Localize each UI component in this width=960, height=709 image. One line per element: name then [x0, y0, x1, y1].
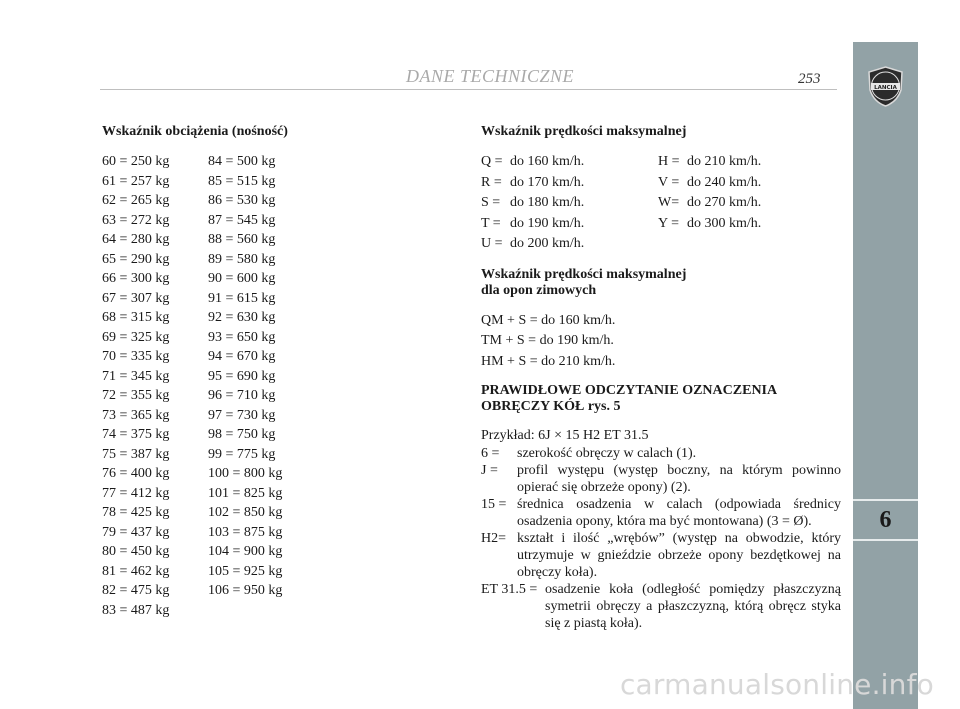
rim-definition-term: H2= [481, 531, 507, 546]
load-index-entry: 79 = 437 kg [102, 524, 170, 540]
load-index-entry: 95 = 690 kg [208, 368, 276, 384]
speed-value: do 180 km/h. [510, 195, 585, 210]
load-index-entry: 62 = 265 kg [102, 193, 170, 208]
speed-index-entry [658, 193, 835, 214]
load-index-column-2 [208, 152, 318, 620]
speed-value: do 190 km/h. [510, 215, 585, 231]
header-divider [100, 89, 837, 90]
speed-code: T = [481, 215, 501, 231]
rim-definition-term: J = [481, 463, 498, 478]
speed-and-rim-section [481, 124, 841, 632]
speed-index-column-1 [481, 152, 658, 255]
load-index-entry: 70 = 335 kg [102, 349, 170, 364]
speed-index-entry [658, 152, 835, 173]
load-index-entry: 81 = 462 kg [102, 563, 170, 579]
load-index-title: Wskaźnik obciążenia (nośność) [102, 124, 288, 139]
load-index-section [102, 124, 432, 620]
winter-speed-entry: QM + S = do 160 km/h. [481, 312, 616, 328]
rim-definition [481, 530, 841, 581]
load-index-entry: 99 = 775 kg [208, 446, 276, 462]
load-index-entry: 90 = 600 kg [208, 271, 276, 286]
speed-code: Q = [481, 154, 503, 169]
load-index-entry: 66 = 300 kg [102, 271, 170, 286]
load-index-entry: 93 = 650 kg [208, 329, 276, 345]
rim-definition-text: kształt i ilość „wrębów” (występ na obwodzie, który utrzymuje w gnieździe obrzeże opony bezdętkowej na obręczy koła). [517, 531, 841, 580]
speed-value: do 270 km/h. [687, 195, 762, 210]
load-index-entry: 100 = 800 kg [208, 466, 283, 481]
speed-value: do 170 km/h. [510, 174, 585, 190]
load-index-entry: 87 = 545 kg [208, 212, 276, 228]
speed-code: H = [658, 154, 680, 169]
load-index-entry: 60 = 250 kg [102, 154, 170, 169]
load-index-entry: 68 = 315 kg [102, 310, 170, 325]
winter-title-line-1: Wskaźnik prędkości maksymalnej [481, 266, 687, 282]
load-index-entry: 86 = 530 kg [208, 193, 276, 208]
speed-index-entry [481, 214, 658, 235]
watermark: carmanualsonline.info [619, 668, 934, 701]
load-index-entry: 72 = 355 kg [102, 388, 170, 403]
rim-definition [481, 496, 841, 530]
rim-definition-term: ET 31.5 = [481, 582, 538, 597]
speed-index-entry [658, 214, 835, 235]
speed-index-table [481, 152, 841, 255]
lancia-logo [867, 66, 904, 107]
rim-definition-text: profil występu (występ boczny, na którym powinno opierać się obrzeże opony) (2). [517, 463, 841, 495]
load-index-entry: 61 = 257 kg [102, 173, 170, 189]
load-index-entry: 77 = 412 kg [102, 485, 170, 501]
chapter-marker[interactable] [853, 499, 918, 541]
speed-code: R = [481, 174, 502, 190]
load-index-entry: 97 = 730 kg [208, 407, 276, 423]
load-index-entry: 69 = 325 kg [102, 329, 170, 345]
speed-code: W= [658, 195, 680, 210]
load-index-entry: 67 = 307 kg [102, 290, 170, 306]
logo-text: LANCIA [874, 84, 897, 91]
rim-definition-text: średnica osadzenia w calach (odpowiada średnicy osadzenia opony, która ma być montowana) (3 = Ø). [517, 497, 841, 529]
load-index-entry: 98 = 750 kg [208, 427, 276, 442]
rim-definition [481, 462, 841, 496]
rim-definition [481, 581, 841, 632]
load-index-entry: 73 = 365 kg [102, 407, 170, 423]
rim-definition-term: 6 = [481, 446, 500, 461]
speed-index-column-2 [658, 152, 835, 255]
speed-index-entry [658, 173, 835, 194]
load-index-table [102, 152, 432, 620]
rim-definition-text: szerokość obręczy w calach (1). [517, 446, 697, 461]
chapter-number: 6 [879, 506, 892, 533]
rim-definition-term: 15 = [481, 497, 507, 512]
speed-code: U = [481, 236, 503, 251]
load-index-entry: 80 = 450 kg [102, 544, 170, 559]
speed-value: do 210 km/h. [687, 154, 762, 169]
load-index-entry: 106 = 950 kg [208, 583, 283, 598]
page-number: 253 [798, 71, 821, 87]
speed-value: do 300 km/h. [687, 215, 762, 231]
speed-index-entry [481, 234, 658, 255]
load-index-entry: 103 = 875 kg [208, 524, 283, 540]
rim-definition-text: osadzenie koła (odległość pomiędzy płaszczyzną symetrii obręczy a płaszczyzną, którą obręcz styka się z piastą koła). [545, 582, 841, 631]
load-index-entry: 64 = 280 kg [102, 232, 170, 247]
load-index-entry: 71 = 345 kg [102, 368, 170, 384]
speed-value: do 200 km/h. [510, 236, 585, 251]
rim-example: Przykład: 6J × 15 H2 ET 31.5 [481, 428, 649, 443]
load-index-entry: 76 = 400 kg [102, 466, 170, 481]
load-index-entry: 65 = 290 kg [102, 251, 170, 267]
load-index-entry: 96 = 710 kg [208, 388, 276, 403]
winter-title-line-2: dla opon zimowych [481, 282, 597, 298]
load-index-entry: 78 = 425 kg [102, 505, 170, 520]
rim-marking-title [481, 383, 841, 415]
winter-speed-list [481, 311, 841, 373]
load-index-entry: 75 = 387 kg [102, 446, 170, 462]
rim-title-line-2: OBRĘCZY KÓŁ rys. 5 [481, 399, 621, 414]
rim-title-line-1: PRAWIDŁOWE ODCZYTANIE OZNACZENIA [481, 383, 778, 398]
winter-speed-entry: TM + S = do 190 km/h. [481, 333, 614, 348]
load-index-column-1 [102, 152, 208, 620]
load-index-entry: 84 = 500 kg [208, 154, 276, 169]
load-index-entry: 102 = 850 kg [208, 505, 283, 520]
chapter-side-tab [853, 42, 918, 709]
speed-code: Y = [658, 215, 679, 231]
section-title: DANE TECHNICZNE [405, 66, 575, 86]
load-index-entry: 104 = 900 kg [208, 544, 283, 559]
speed-code: S = [481, 195, 501, 210]
winter-speed-entry: HM + S = do 210 km/h. [481, 353, 616, 369]
load-index-entry: 82 = 475 kg [102, 583, 170, 598]
load-index-entry: 92 = 630 kg [208, 310, 276, 325]
speed-index-entry [481, 173, 658, 194]
load-index-entry: 83 = 487 kg [102, 602, 170, 618]
speed-index-entry [481, 193, 658, 214]
load-index-entry: 105 = 925 kg [208, 563, 283, 579]
speed-index-title: Wskaźnik prędkości maksymalnej [481, 124, 687, 139]
rim-definitions [481, 445, 841, 632]
winter-speed-title [481, 267, 841, 299]
load-index-entry: 85 = 515 kg [208, 173, 276, 189]
load-index-entry: 94 = 670 kg [208, 349, 276, 364]
load-index-entry: 101 = 825 kg [208, 485, 283, 501]
speed-value: do 160 km/h. [510, 154, 585, 169]
speed-code: V = [658, 174, 680, 190]
load-index-entry: 63 = 272 kg [102, 212, 170, 228]
load-index-entry: 88 = 560 kg [208, 232, 276, 247]
speed-index-entry [481, 152, 658, 173]
load-index-entry: 74 = 375 kg [102, 427, 170, 442]
speed-value: do 240 km/h. [687, 174, 762, 190]
load-index-entry: 89 = 580 kg [208, 251, 276, 267]
rim-definition [481, 445, 841, 462]
load-index-entry: 91 = 615 kg [208, 290, 276, 306]
